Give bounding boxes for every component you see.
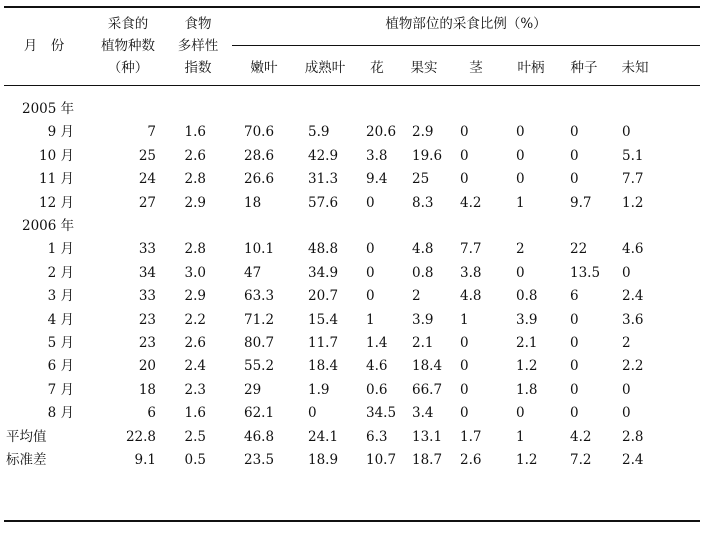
part-percent-cell: 0 <box>570 124 579 140</box>
part-percent-cell: 0 <box>516 265 525 281</box>
part-percent-cell: 23.5 <box>244 452 275 468</box>
part-percent-cell: 10.7 <box>366 452 397 468</box>
part-percent-cell: 2.8 <box>622 429 644 445</box>
part-group-header: 植物部位的采食比例（%） <box>385 16 547 32</box>
part-percent-cell: 29 <box>244 382 262 398</box>
part-percent-cell: 10.1 <box>244 241 275 257</box>
part-percent-cell: 13.5 <box>570 265 601 281</box>
part-percent-cell: 4.6 <box>366 358 388 374</box>
part-column-header: 茎 <box>469 60 483 76</box>
part-percent-cell: 0 <box>622 405 631 421</box>
species-count-cell: 33 <box>138 288 156 304</box>
part-percent-cell: 0 <box>570 312 579 328</box>
part-percent-cell: 0 <box>570 358 579 374</box>
part-percent-cell: 0 <box>622 382 631 398</box>
part-percent-cell: 20.6 <box>366 124 397 140</box>
species-count-cell: 22.8 <box>125 429 156 445</box>
part-percent-cell: 0 <box>460 382 469 398</box>
species-count-cell: 27 <box>138 195 156 211</box>
diversity-index-cell: 2.2 <box>184 312 206 328</box>
part-percent-cell: 18 <box>244 195 262 211</box>
part-percent-cell: 2 <box>516 241 525 257</box>
part-percent-cell: 0.6 <box>366 382 388 398</box>
part-percent-cell: 2.2 <box>622 358 644 374</box>
part-percent-cell: 0 <box>516 405 525 421</box>
part-percent-cell: 0 <box>570 335 579 351</box>
year-label: 2006 年 <box>22 218 75 234</box>
part-percent-cell: 47 <box>244 265 262 281</box>
month-cell: 12 月 <box>39 195 74 211</box>
part-percent-cell: 2.4 <box>622 452 644 468</box>
diversity-index-cell: 2.8 <box>184 171 206 187</box>
part-percent-cell: 4.6 <box>622 241 644 257</box>
part-percent-cell: 0 <box>570 405 579 421</box>
diversity-index-cell: 2.4 <box>184 358 206 374</box>
part-percent-cell: 26.6 <box>244 171 275 187</box>
diversity-header-line1: 食物 <box>184 16 212 32</box>
part-percent-cell: 71.2 <box>244 312 275 328</box>
part-percent-cell: 4.2 <box>570 429 592 445</box>
part-percent-cell: 3.9 <box>412 312 434 328</box>
part-percent-cell: 1.2 <box>516 358 538 374</box>
part-percent-cell: 1.4 <box>366 335 388 351</box>
part-percent-cell: 3.6 <box>622 312 644 328</box>
part-percent-cell: 0 <box>460 171 469 187</box>
header-rule <box>4 85 700 86</box>
part-percent-cell: 8.3 <box>412 195 434 211</box>
part-percent-cell: 3.8 <box>366 148 388 164</box>
part-percent-cell: 1 <box>366 312 375 328</box>
species-header-line1: 采食的 <box>107 16 149 32</box>
part-percent-cell: 2.6 <box>460 452 482 468</box>
part-percent-cell: 4.8 <box>412 241 434 257</box>
part-percent-cell: 0 <box>366 265 375 281</box>
species-count-cell: 18 <box>138 382 156 398</box>
part-percent-cell: 0 <box>460 148 469 164</box>
part-percent-cell: 1 <box>460 312 469 328</box>
part-percent-cell: 1 <box>516 429 525 445</box>
month-cell: 6 月 <box>47 358 74 374</box>
part-percent-cell: 0 <box>366 288 375 304</box>
diversity-index-cell: 2.9 <box>184 288 206 304</box>
part-percent-cell: 46.8 <box>244 429 275 445</box>
species-count-cell: 7 <box>147 124 156 140</box>
part-percent-cell: 48.8 <box>308 241 339 257</box>
part-percent-cell: 0 <box>622 265 631 281</box>
part-percent-cell: 0 <box>460 335 469 351</box>
part-percent-cell: 66.7 <box>412 382 443 398</box>
part-percent-cell: 57.6 <box>308 195 339 211</box>
group-underline <box>232 45 700 46</box>
part-percent-cell: 63.3 <box>244 288 275 304</box>
part-percent-cell: 0 <box>516 171 525 187</box>
month-cell: 3 月 <box>47 288 74 304</box>
diversity-header-line2: 多样性 <box>177 38 219 54</box>
month-cell: 10 月 <box>39 148 74 164</box>
species-count-cell: 20 <box>138 358 156 374</box>
species-count-cell: 23 <box>138 312 156 328</box>
species-count-cell: 9.1 <box>134 452 156 468</box>
part-percent-cell: 1 <box>516 195 525 211</box>
diversity-header-line3: 指数 <box>184 60 212 76</box>
part-percent-cell: 0.8 <box>516 288 538 304</box>
part-percent-cell: 5.1 <box>622 148 644 164</box>
part-column-header: 叶柄 <box>517 60 545 76</box>
part-column-header: 果实 <box>410 60 438 76</box>
species-header-line2: 植物种数 <box>101 38 155 54</box>
part-percent-cell: 18.9 <box>308 452 339 468</box>
species-count-cell: 23 <box>138 335 156 351</box>
part-percent-cell: 0 <box>460 124 469 140</box>
species-count-cell: 33 <box>138 241 156 257</box>
species-count-cell: 6 <box>147 405 156 421</box>
part-percent-cell: 1.9 <box>308 382 330 398</box>
part-percent-cell: 1.7 <box>460 429 482 445</box>
part-percent-cell: 0 <box>460 405 469 421</box>
month-cell: 平均值 <box>6 429 47 445</box>
part-column-header: 嫩叶 <box>250 60 278 76</box>
part-column-header: 未知 <box>621 60 649 76</box>
part-percent-cell: 22 <box>570 241 588 257</box>
part-percent-cell: 0 <box>570 382 579 398</box>
diversity-index-cell: 2.5 <box>184 429 206 445</box>
month-cell: 8 月 <box>47 405 74 421</box>
part-percent-cell: 42.9 <box>308 148 339 164</box>
part-percent-cell: 18.4 <box>308 358 339 374</box>
species-count-cell: 24 <box>138 171 156 187</box>
part-percent-cell: 2.4 <box>622 288 644 304</box>
part-percent-cell: 34.5 <box>366 405 397 421</box>
year-label: 2005 年 <box>22 101 75 117</box>
part-percent-cell: 62.1 <box>244 405 275 421</box>
part-percent-cell: 1.2 <box>622 195 644 211</box>
top-rule <box>4 6 700 8</box>
part-percent-cell: 20.7 <box>308 288 339 304</box>
month-cell: 9 月 <box>47 124 74 140</box>
part-percent-cell: 7.2 <box>570 452 592 468</box>
part-percent-cell: 28.6 <box>244 148 275 164</box>
part-percent-cell: 2 <box>622 335 631 351</box>
part-percent-cell: 0 <box>622 124 631 140</box>
diversity-index-cell: 2.6 <box>184 148 206 164</box>
month-cell: 标准差 <box>6 452 47 468</box>
part-percent-cell: 19.6 <box>412 148 443 164</box>
month-header: 月 份 <box>23 38 65 54</box>
part-percent-cell: 2 <box>412 288 421 304</box>
part-percent-cell: 13.1 <box>412 429 443 445</box>
part-percent-cell: 7.7 <box>460 241 482 257</box>
bottom-rule <box>4 520 700 522</box>
diversity-index-cell: 1.6 <box>184 405 206 421</box>
part-percent-cell: 80.7 <box>244 335 275 351</box>
part-percent-cell: 3.8 <box>460 265 482 281</box>
species-header-line3: （种） <box>107 60 149 76</box>
month-cell: 2 月 <box>47 265 74 281</box>
month-cell: 5 月 <box>47 335 74 351</box>
part-percent-cell: 4.8 <box>460 288 482 304</box>
part-percent-cell: 0.8 <box>412 265 434 281</box>
part-column-header: 花 <box>370 60 384 76</box>
part-percent-cell: 6 <box>570 288 579 304</box>
part-percent-cell: 3.4 <box>412 405 434 421</box>
part-percent-cell: 34.9 <box>308 265 339 281</box>
month-cell: 7 月 <box>47 382 74 398</box>
part-percent-cell: 3.9 <box>516 312 538 328</box>
species-count-cell: 34 <box>138 265 156 281</box>
part-percent-cell: 9.4 <box>366 171 388 187</box>
part-percent-cell: 25 <box>412 171 430 187</box>
part-percent-cell: 2.9 <box>412 124 434 140</box>
part-percent-cell: 18.7 <box>412 452 443 468</box>
part-percent-cell: 2.1 <box>516 335 538 351</box>
part-percent-cell: 0 <box>516 124 525 140</box>
part-percent-cell: 55.2 <box>244 358 275 374</box>
month-cell: 4 月 <box>47 312 74 328</box>
month-cell: 1 月 <box>47 241 74 257</box>
diversity-index-cell: 1.6 <box>184 124 206 140</box>
part-percent-cell: 0 <box>366 195 375 211</box>
part-percent-cell: 4.2 <box>460 195 482 211</box>
species-count-cell: 25 <box>138 148 156 164</box>
part-percent-cell: 0 <box>516 148 525 164</box>
part-percent-cell: 0 <box>460 358 469 374</box>
part-percent-cell: 7.7 <box>622 171 644 187</box>
part-percent-cell: 9.7 <box>570 195 592 211</box>
part-percent-cell: 2.1 <box>412 335 434 351</box>
part-column-header: 成熟叶 <box>304 60 346 76</box>
part-percent-cell: 5.9 <box>308 124 330 140</box>
part-percent-cell: 0 <box>366 241 375 257</box>
part-percent-cell: 11.7 <box>308 335 339 351</box>
diversity-index-cell: 2.6 <box>184 335 206 351</box>
diversity-index-cell: 3.0 <box>184 265 206 281</box>
part-percent-cell: 0 <box>308 405 317 421</box>
diversity-index-cell: 0.5 <box>184 452 206 468</box>
part-percent-cell: 0 <box>570 171 579 187</box>
part-percent-cell: 70.6 <box>244 124 275 140</box>
diversity-index-cell: 2.3 <box>184 382 206 398</box>
part-percent-cell: 18.4 <box>412 358 443 374</box>
part-percent-cell: 1.2 <box>516 452 538 468</box>
part-percent-cell: 0 <box>570 148 579 164</box>
part-column-header: 种子 <box>570 60 598 76</box>
diversity-index-cell: 2.9 <box>184 195 206 211</box>
part-percent-cell: 1.8 <box>516 382 538 398</box>
diversity-index-cell: 2.8 <box>184 241 206 257</box>
part-percent-cell: 31.3 <box>308 171 339 187</box>
part-percent-cell: 6.3 <box>366 429 388 445</box>
part-percent-cell: 24.1 <box>308 429 339 445</box>
month-cell: 11 月 <box>39 171 74 187</box>
part-percent-cell: 15.4 <box>308 312 339 328</box>
